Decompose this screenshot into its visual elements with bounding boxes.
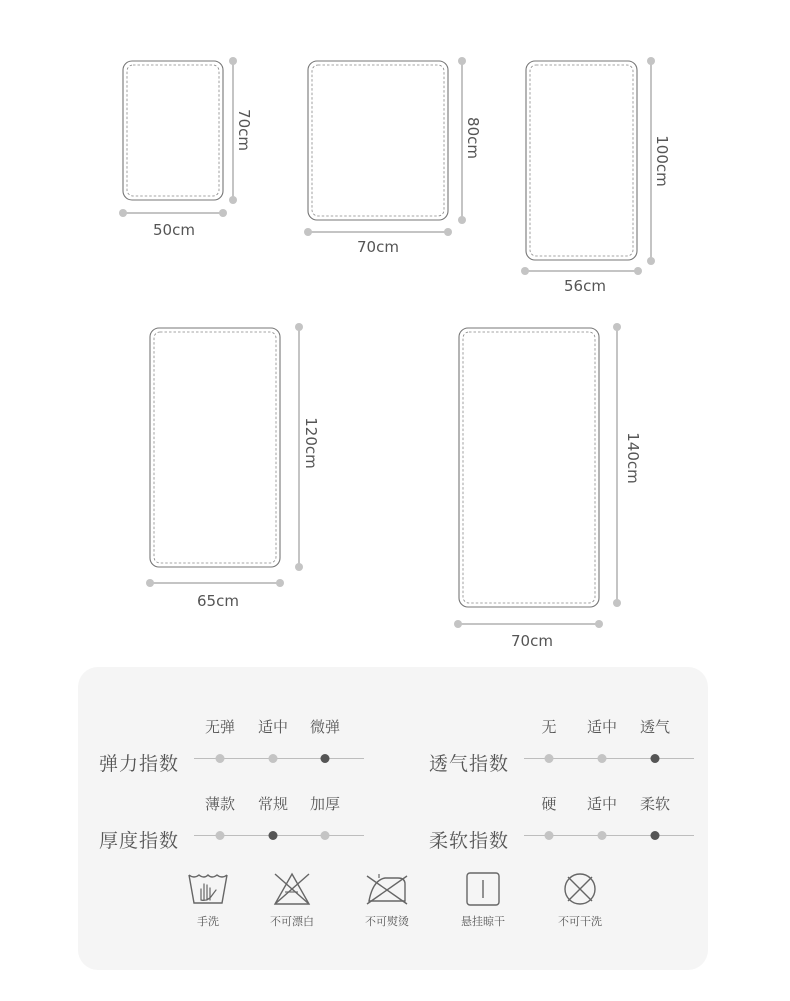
scale-dot: [651, 754, 660, 763]
hang-dry-icon: [461, 870, 505, 908]
no-iron-icon: [365, 870, 409, 908]
scale-dot: [651, 831, 660, 840]
width-measure: [454, 620, 603, 628]
scale-level-label: 加厚: [309, 795, 341, 813]
hand-wash-icon: [186, 870, 230, 908]
product-attributes-panel: [78, 667, 708, 970]
mat-outline: [308, 61, 448, 220]
width-label: 70cm: [511, 632, 553, 650]
size-item-70x80: [304, 57, 482, 256]
no-dry-clean-icon: [558, 870, 602, 908]
width-label: 70cm: [357, 238, 399, 256]
index-title: 透气指数: [429, 753, 510, 775]
breathability-index: [429, 716, 739, 776]
care-item-no-iron: [347, 870, 427, 940]
index-title: 弹力指数: [99, 753, 180, 775]
scale-level-label: 适中: [257, 718, 289, 736]
scale-dot: [321, 831, 330, 840]
care-label: 不可干洗: [558, 915, 602, 928]
index-scale: [194, 793, 364, 853]
width-measure: [521, 267, 642, 275]
scale-dot: [216, 754, 225, 763]
scale-level-label: 适中: [586, 718, 618, 736]
index-scale: [524, 793, 694, 853]
width-label: 50cm: [153, 221, 195, 239]
width-measure: [119, 209, 227, 217]
care-label: 手洗: [197, 915, 219, 928]
softness-index: [429, 793, 739, 853]
scale-dot: [269, 754, 278, 763]
index-title: 厚度指数: [99, 830, 180, 852]
mat-outline: [123, 61, 223, 200]
scale-level-label: 薄款: [204, 795, 236, 813]
scale-dot: [545, 831, 554, 840]
care-label: 不可熨烫: [365, 915, 409, 928]
scale-level-label: 硬: [541, 795, 557, 813]
scale-level-label: 无: [541, 718, 557, 736]
scale-dot: [598, 754, 607, 763]
index-scale: [194, 716, 364, 776]
scale-level-label: 柔软: [639, 795, 671, 813]
size-item-56x100: [521, 57, 671, 295]
width-measure: [304, 228, 452, 236]
mat-outline: [459, 328, 599, 607]
mat-outline: [526, 61, 637, 260]
mat-stitch: [154, 332, 276, 563]
care-item-hang-dry: [443, 870, 523, 940]
care-instructions: [78, 870, 708, 940]
mat-stitch: [127, 65, 219, 196]
index-title: 柔软指数: [429, 830, 510, 852]
scale-level-label: 微弹: [309, 718, 341, 736]
mat-stitch: [463, 332, 595, 603]
width-measure: [146, 579, 284, 587]
scale-level-label: 无弹: [204, 718, 236, 736]
scale-level-label: 透气: [639, 718, 671, 736]
thickness-index: [99, 793, 409, 853]
mat-stitch: [530, 65, 633, 256]
width-label: 56cm: [564, 277, 606, 295]
scale-dot: [321, 754, 330, 763]
scale-dot: [598, 831, 607, 840]
care-label: 悬挂晾干: [461, 915, 505, 928]
height-label: 80cm: [464, 117, 482, 159]
care-item-no-bleach: [252, 870, 332, 940]
scale-level-label: 常规: [257, 795, 289, 813]
height-label: 100cm: [653, 135, 671, 187]
scale-level-label: 适中: [586, 795, 618, 813]
size-item-65x120: [146, 323, 320, 610]
height-label: 140cm: [624, 432, 642, 484]
height-measure: [295, 323, 303, 571]
size-item-70x140: [454, 323, 642, 650]
care-label: 不可漂白: [270, 915, 314, 928]
care-item-hand-wash: [168, 870, 248, 940]
no-bleach-icon: [270, 870, 314, 908]
mat-outline: [150, 328, 280, 567]
index-scale: [524, 716, 694, 776]
height-label: 120cm: [302, 417, 320, 469]
height-measure: [613, 323, 621, 607]
mat-stitch: [312, 65, 444, 216]
scale-dot: [216, 831, 225, 840]
care-item-no-dry-clean: [540, 870, 620, 940]
height-label: 70cm: [235, 109, 253, 151]
scale-dot: [545, 754, 554, 763]
elasticity-index: [99, 716, 409, 776]
scale-dot: [269, 831, 278, 840]
size-item-50x70: [119, 57, 253, 239]
width-label: 65cm: [197, 592, 239, 610]
